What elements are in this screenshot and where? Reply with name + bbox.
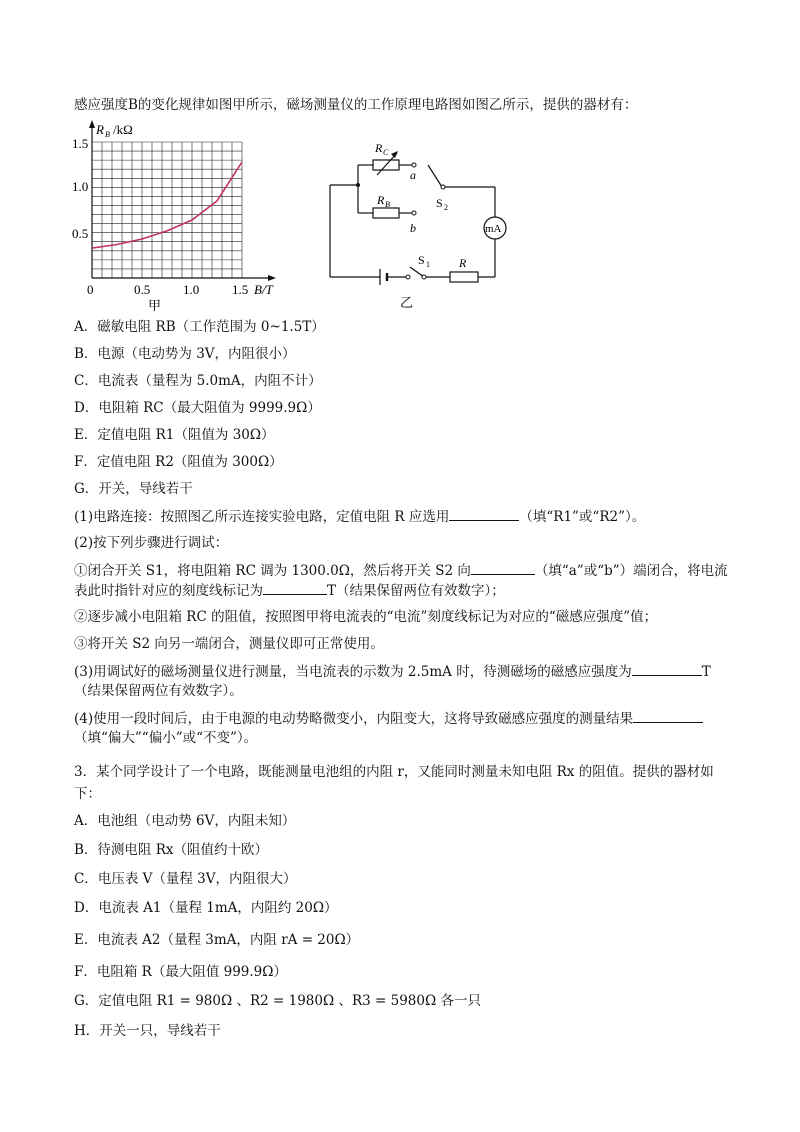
rc-arrow-head (391, 151, 398, 158)
s2-label-sub: 2 (444, 203, 448, 212)
y-axis-arrow (89, 120, 95, 128)
rc-label: R (375, 141, 383, 155)
x-tick-1.5: 1.5 (232, 282, 249, 297)
item-g: G．开关，导线若干 (74, 481, 193, 497)
item-a: A．磁敏电阻 RB（工作范围为 0~1.5T） (74, 319, 325, 335)
problem-3-intro-cont: 下： (74, 786, 101, 802)
terminal-b (412, 211, 416, 215)
question-3 (74, 661, 711, 682)
q2-step1-cont-text: 表此时指针对应的刻度线标记为 (74, 583, 263, 599)
x-axis-arrow (268, 275, 276, 281)
p3-item-e: E．电流表 A2（量程 3mA，内阻 rA = 20Ω） (74, 932, 360, 948)
question-2-head: (2)按下列步骤进行调试： (74, 535, 229, 551)
s2-label: S (436, 196, 443, 210)
q2-step1-post: （填“a”或“b”）端闭合，将电流 (534, 563, 728, 579)
item-e: E．定值电阻 R1（阻值为 30Ω） (74, 427, 275, 443)
x-tick-0.5: 0.5 (134, 282, 151, 297)
q4-text: (4)使用一段时间后，由于电源的电动势略微变小，内阻变大，这将导致磁感应强度的测量结果 (74, 711, 634, 727)
s1-pivot (422, 275, 426, 279)
y-tick-1.5: 1.5 (72, 136, 89, 151)
s1-blade (410, 267, 424, 277)
p3-item-c: C．电压表 V（量程 3V，内阻很大） (74, 871, 297, 887)
question-2-step1-cont (74, 580, 505, 601)
r-label: R (459, 256, 467, 270)
q2-step1-cont-post: T（结果保留两位有效数字）； (327, 583, 505, 599)
rc-label-sub: C (383, 148, 389, 157)
q2-step1-text: ①闭合开关 S1，将电阻箱 RC 调为 1300.0Ω，然后将开关 S2 向 (74, 563, 471, 579)
r-resistor (450, 272, 478, 282)
x-label: B/T (254, 282, 273, 297)
s1-contact (406, 275, 410, 279)
a-label: a (410, 168, 416, 182)
q1-text: (1)电路连接：按照图乙所示连接实验电路，定值电阻 R 应选用 (74, 509, 450, 525)
y-tick-0.5: 0.5 (72, 226, 89, 241)
junction-dot (356, 183, 360, 187)
q3-unit: T (701, 664, 711, 680)
item-f: F．定值电阻 R2（阻值为 300Ω） (74, 454, 283, 470)
rb-curve (92, 162, 242, 248)
answer-blank-3[interactable] (632, 661, 702, 676)
answer-blank-2a[interactable] (471, 560, 535, 575)
p3-item-b: B．待测电阻 Rx（阻值约十欧） (74, 842, 268, 858)
y-label-sub: B (105, 130, 110, 139)
intro-text: 感应强度B的变化规律如图甲所示，磁场测量仪的工作原理电路图如图乙所示，提供的器材有： (74, 97, 638, 113)
s2-blade (428, 165, 442, 187)
answer-blank-1[interactable] (449, 506, 519, 521)
p3-item-g: G．定值电阻 R1 = 980Ω 、R2 = 1980Ω 、R3 = 5980Ω 各一只 (74, 993, 481, 1009)
x-tick-1.0: 1.0 (183, 282, 200, 297)
circuit-yi (320, 135, 520, 315)
p3-item-f: F．电阻箱 R（最大阻值 999.9Ω） (74, 964, 287, 980)
s1-label: S (418, 253, 425, 267)
graph-caption: 甲 (148, 298, 162, 313)
question-4 (74, 708, 703, 729)
b-label: b (410, 221, 416, 235)
question-2-step1 (74, 560, 728, 581)
item-c: C．电流表（量程为 5.0mA，内阻不计） (74, 373, 322, 389)
rb-resistor (373, 208, 399, 218)
y-label-unit: /kΩ (113, 122, 133, 137)
question-3-cont: （结果保留两位有效数字）。 (74, 683, 243, 699)
p3-item-d: D．电流表 A1（量程 1mA，内阻约 20Ω） (74, 900, 338, 916)
s1-label-sub: 1 (426, 260, 430, 269)
item-d: D．电阻箱 RC（最大阻值为 9999.9Ω） (74, 400, 321, 416)
circuit-caption: 乙 (400, 295, 414, 310)
graph-grid (92, 142, 242, 278)
answer-blank-2b[interactable] (263, 580, 327, 595)
question-1 (74, 506, 645, 527)
question-2-step3: ③将开关 S2 向另一端闭合，测量仪即可正常使用。 (74, 636, 384, 652)
p3-item-h: H．开关一只，导线若干 (74, 1023, 221, 1039)
y-tick-1.0: 1.0 (72, 179, 89, 194)
y-label: R (96, 122, 104, 137)
item-b: B．电源（电动势为 3V，内阻很小） (74, 346, 296, 362)
q1-post: （填“R1”或“R2”）。 (519, 509, 646, 525)
p3-item-a: A．电池组（电动势 6V，内阻未知） (74, 813, 296, 829)
question-2-step2: ②逐步减小电阻箱 RC 的阻值，按照图甲将电流表的“电流”刻度线标记为对应的“磁感应强度”值； (74, 609, 658, 625)
s2-pivot (441, 185, 445, 189)
rb-label-sub: B (385, 200, 390, 209)
ma-label: mA (485, 223, 502, 235)
q3-text: (3)用调试好的磁场测量仪进行测量，当电流表的示数为 2.5mA 时，待测磁场的磁感应强度为 (74, 664, 632, 680)
problem-3-intro: 3．某个同学设计了一个电路，既能测量电池组的内阻 r，又能同时测量未知电阻 Rx 的阻值。提供的器材如 (74, 764, 714, 780)
x-tick-0: 0 (87, 282, 94, 297)
question-4-cont: （填“偏大”“偏小”或“不变”）。 (74, 730, 258, 746)
rb-label: R (377, 193, 385, 207)
terminal-a (412, 163, 416, 167)
answer-blank-4[interactable] (633, 708, 703, 723)
graph-jia (70, 118, 280, 318)
